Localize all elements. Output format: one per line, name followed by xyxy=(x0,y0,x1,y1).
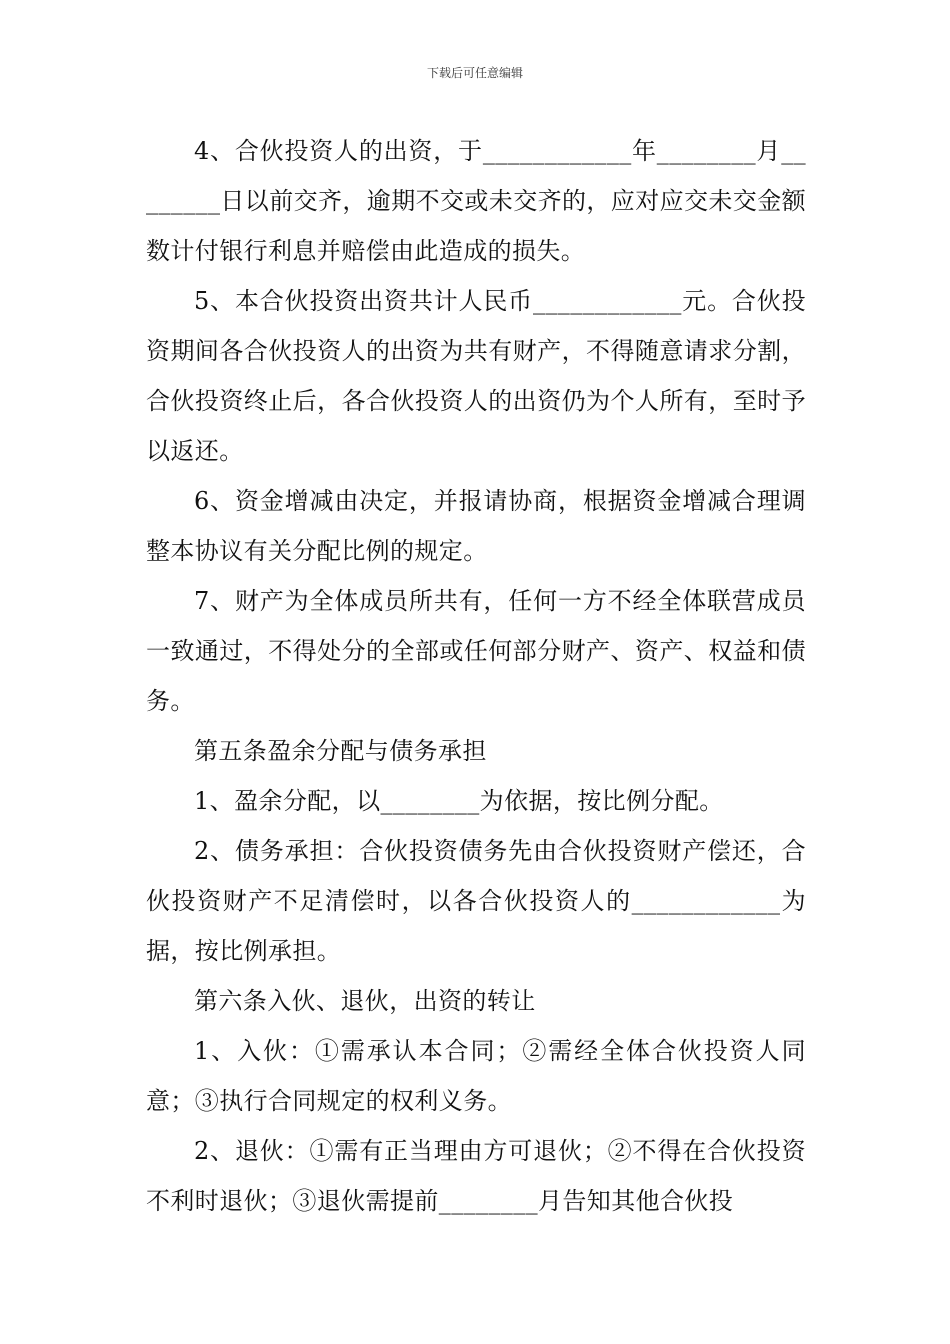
article-6-heading: 第六条入伙、退伙，出资的转让 xyxy=(194,987,536,1015)
page-header: 下载后可任意编辑 xyxy=(426,66,523,80)
article-5-item-1-profit: 1、盈余分配，以________为依据，按比例分配。 xyxy=(194,787,724,815)
document-body xyxy=(146,126,806,1226)
article-5-item-2-debt: 2、债务承担：合伙投资债务先由合伙投资财产偿还，合伙投资财产不足清偿时，以各合伙投资人的____________为据，按比例承担。 xyxy=(146,837,806,965)
clause-5-total-contribution: 5、本合伙投资出资共计人民币____________元。合伙投资期间各合伙投资人的出资为共有财产，不得随意请求分割，合伙投资终止后，各合伙投资人的出资仍为个人所有，至时予以返还。 xyxy=(146,287,806,465)
article-6-item-2-withdrawal: 2、退伙：①需有正当理由方可退伙；②不得在合伙投资不利时退伙；③退伙需提前________月告知其他合伙投 xyxy=(146,1137,806,1215)
clause-4-contribution-deadline: 4、合伙投资人的出资，于____________年________月________日以前交齐，逾期不交或未交齐的，应对应交未交金额数计付银行利息并赔偿由此造成的损失。 xyxy=(146,137,806,265)
article-6-item-1-joining: 1、入伙：①需承认本合同；②需经全体合伙投资人同意；③执行合同规定的权利义务。 xyxy=(146,1037,806,1115)
clause-7-common-property: 7、财产为全体成员所共有，任何一方不经全体联营成员一致通过，不得处分的全部或任何部分财产、资产、权益和债务。 xyxy=(146,587,806,715)
article-5-heading: 第五条盈余分配与债务承担 xyxy=(194,737,487,765)
clause-6-capital-change: 6、资金增减由决定，并报请协商，根据资金增减合理调整本协议有关分配比例的规定。 xyxy=(146,487,806,565)
